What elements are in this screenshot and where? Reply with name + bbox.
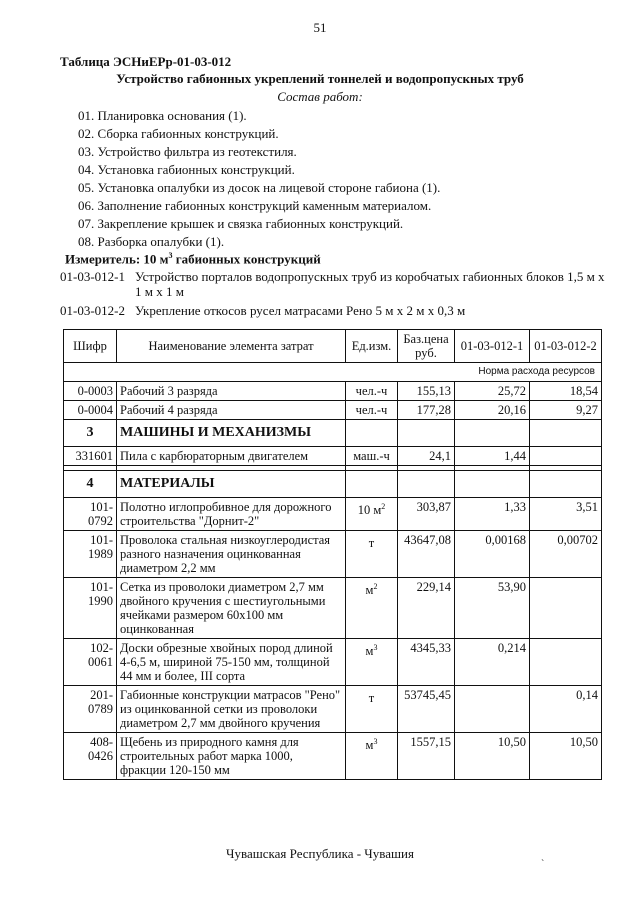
table-title: Таблица ЭСНиЕРр-01-03-012 xyxy=(60,54,232,69)
cell-name: Габионные конструкции матрасов "Рено" из оцинкованной сетки из проволоки диаметром 2,7 мм двойного кручения xyxy=(117,686,346,733)
cell-code: 408-0426 xyxy=(64,733,117,780)
measure-unit: Измеритель: 10 $м^3$ габионных конструкций xyxy=(65,251,321,267)
cell-code: 0-0003 xyxy=(64,382,117,401)
cell-unit: 10 $м^2$ xyxy=(346,498,398,531)
resource-table xyxy=(63,329,602,780)
cell-value-2: 3,51 xyxy=(530,498,602,531)
cell-code: 201-0789 xyxy=(64,686,117,733)
header-col2: 01-03-012-2 xyxy=(530,330,602,363)
work-code-description: Укрепление откосов русел матрасами Рено 5 м х 2 м х 0,3 м xyxy=(135,303,466,318)
cell-value-1: 0,214 xyxy=(455,639,530,686)
cell-name: Проволока стальная низкоуглеродистая разного назначения оцинкованная диаметром 2,2 мм xyxy=(117,531,346,578)
header-name: Наименование элемента затрат xyxy=(117,330,346,363)
cell-value-2 xyxy=(530,639,602,686)
cell-name: Щебень из природного камня для строительных работ марка 1000, фракции 120-150 мм xyxy=(117,733,346,780)
work-item: 06. Заполнение габионных конструкций каменным материалом. xyxy=(78,198,432,213)
cell-value-1: 0,00168 xyxy=(455,531,530,578)
cell-value-1: 1,33 xyxy=(455,498,530,531)
cell-price: 53745,45 xyxy=(398,686,455,733)
cell-price: 24,1 xyxy=(398,447,455,466)
table-row xyxy=(64,447,602,466)
table-row xyxy=(64,578,602,639)
cell-unit: чел.-ч xyxy=(346,401,398,420)
cell-code: 101-1990 xyxy=(64,578,117,639)
cell-unit: чел.-ч xyxy=(346,382,398,401)
cell-name: Полотно иглопробивное для дорожного строительства "Дорнит-2" xyxy=(117,498,346,531)
cell-code: 101-1989 xyxy=(64,531,117,578)
cell-value-2: 9,27 xyxy=(530,401,602,420)
table-row xyxy=(64,498,602,531)
cell-value-2: 18,54 xyxy=(530,382,602,401)
work-code: 01-03-012-2 xyxy=(60,303,125,318)
cell-value-1: 25,72 xyxy=(455,382,530,401)
work-code-description: Устройство порталов водопропускных труб из коробчатых габионных блоков 1,5 м х 1 м х 1 м xyxy=(135,269,605,299)
composition-label: Состав работ: xyxy=(277,89,363,104)
cell-name: Пила с карбюраторным двигателем xyxy=(117,447,346,466)
cell-value-1: 20,16 xyxy=(455,401,530,420)
section-row xyxy=(64,471,602,498)
cell-price: 43647,08 xyxy=(398,531,455,578)
cell-value-2 xyxy=(530,447,602,466)
work-item: 07. Закрепление крышек и связка габионных конструкций. xyxy=(78,216,404,231)
cell-code: 331601 xyxy=(64,447,117,466)
cell-unit: т xyxy=(346,686,398,733)
cell-unit: $м^3$ xyxy=(346,639,398,686)
cell-price: 177,28 xyxy=(398,401,455,420)
cell-value-1: 10,50 xyxy=(455,733,530,780)
cell-value-2: 0,00702 xyxy=(530,531,602,578)
page-footer: Чувашская Республика - Чувашия xyxy=(226,846,414,861)
section-row xyxy=(64,420,602,447)
cell-value-2: 10,50 xyxy=(530,733,602,780)
work-item: 01. Планировка основания (1). xyxy=(78,108,247,123)
cell-price: 229,14 xyxy=(398,578,455,639)
section-number: 4 xyxy=(64,471,117,498)
cell-code: 101-0792 xyxy=(64,498,117,531)
cell-code: 0-0004 xyxy=(64,401,117,420)
table-header-row xyxy=(64,330,602,363)
cell-value-2 xyxy=(530,578,602,639)
cell-value-2: 0,14 xyxy=(530,686,602,733)
cell-name: Доски обрезные хвойных пород длиной 4-6,5 м, шириной 75-150 мм, толщиной 44 мм и более, III сорта xyxy=(117,639,346,686)
work-item: 02. Сборка габионных конструкций. xyxy=(78,126,279,141)
cell-name: Сетка из проволоки диаметром 2,7 мм двойного кручения с шестиугольными ячейками размером 60х100 мм оцинкованная xyxy=(117,578,346,639)
table-row xyxy=(64,639,602,686)
cell-unit: т xyxy=(346,531,398,578)
section-title: МАТЕРИАЛЫ xyxy=(117,471,346,498)
page-number: 51 xyxy=(313,20,327,35)
cell-price: 4345,33 xyxy=(398,639,455,686)
cell-unit: $м^3$ xyxy=(346,733,398,780)
corner-mark: ` xyxy=(541,859,545,870)
work-item: 04. Установка габионных конструкций. xyxy=(78,162,295,177)
table-row xyxy=(64,733,602,780)
cell-name: Рабочий 4 разряда xyxy=(117,401,346,420)
cell-code: 102-0061 xyxy=(64,639,117,686)
table-row xyxy=(64,401,602,420)
section-title: МАШИНЫ И МЕХАНИЗМЫ xyxy=(117,420,346,447)
work-code: 01-03-012-1 xyxy=(60,269,125,284)
cell-price: 155,13 xyxy=(398,382,455,401)
work-item: 08. Разборка опалубки (1). xyxy=(78,234,225,249)
cell-unit: маш.-ч xyxy=(346,447,398,466)
cell-name: Рабочий 3 разряда xyxy=(117,382,346,401)
cell-value-1: 53,90 xyxy=(455,578,530,639)
section-number: 3 xyxy=(64,420,117,447)
work-item: 03. Устройство фильтра из геотекстиля. xyxy=(78,144,297,159)
table-subtitle: Устройство габионных укреплений тоннелей и водопропускных труб xyxy=(116,71,524,86)
table-row xyxy=(64,686,602,733)
cell-value-1: 1,44 xyxy=(455,447,530,466)
header-unit: Ед.изм. xyxy=(346,330,398,363)
header-col1: 01-03-012-1 xyxy=(455,330,530,363)
norm-caption-row xyxy=(64,363,602,382)
cell-price: 303,87 xyxy=(398,498,455,531)
table-row xyxy=(64,531,602,578)
header-price: Баз.цена руб. xyxy=(398,330,455,363)
norm-caption: Норма расхода ресурсов xyxy=(64,363,602,382)
cell-value-1 xyxy=(455,686,530,733)
table-row xyxy=(64,382,602,401)
header-code: Шифр xyxy=(64,330,117,363)
cell-price: 1557,15 xyxy=(398,733,455,780)
work-item: 05. Установка опалубки из досок на лицевой стороне габиона (1). xyxy=(78,180,441,195)
cell-unit: $м^2$ xyxy=(346,578,398,639)
